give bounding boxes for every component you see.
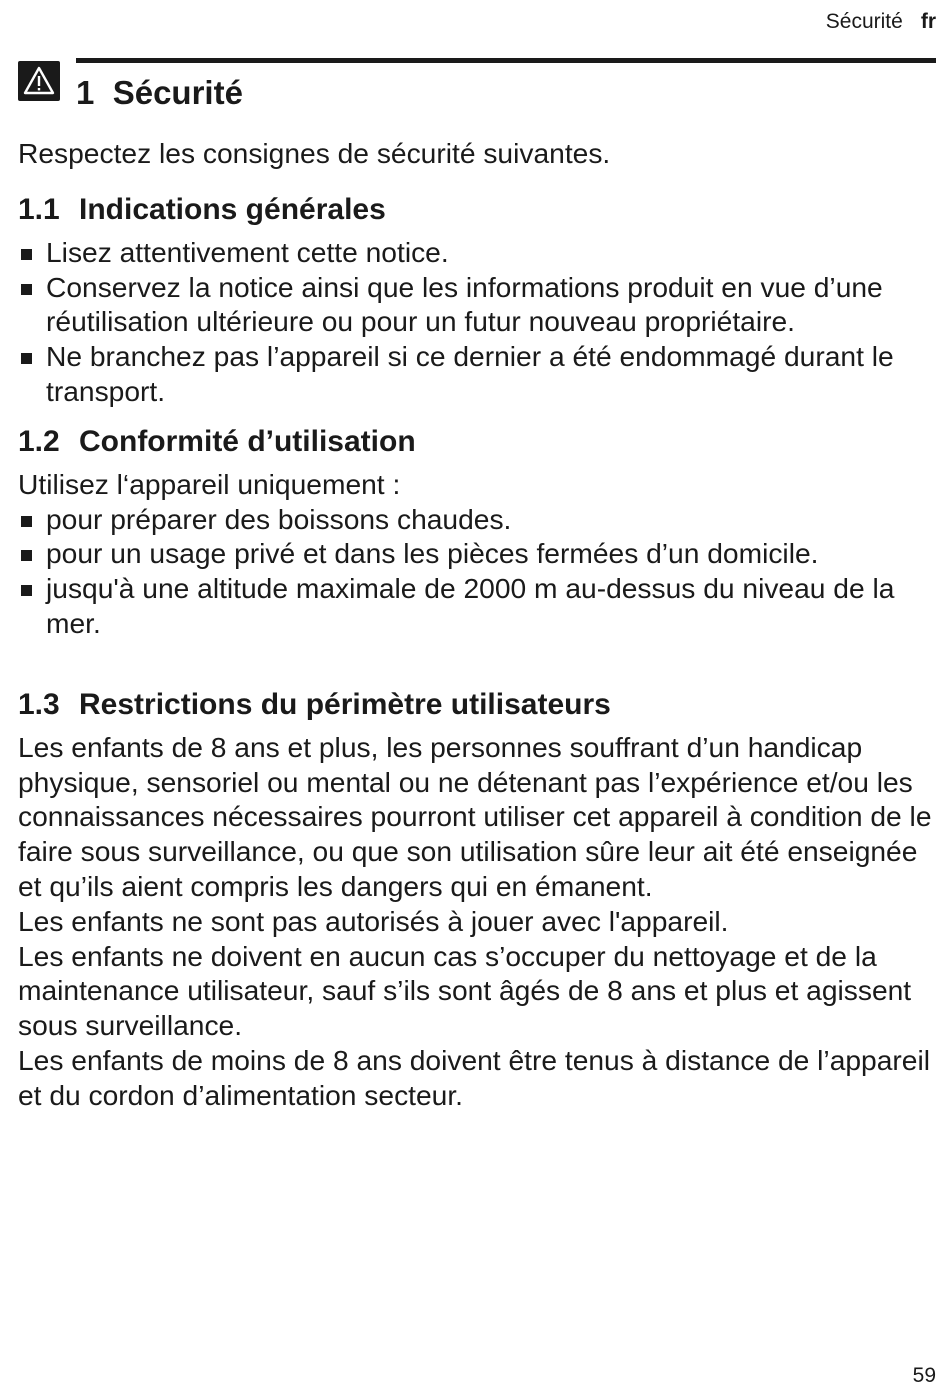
conformity-list — [18, 502, 936, 641]
list-item: pour un usage privé et dans les pièces fermées d’un domicile. — [18, 536, 936, 571]
general-indications-list — [18, 235, 936, 409]
section-heading-restrictions — [18, 686, 936, 724]
chapter-title — [76, 72, 243, 114]
restrictions-paragraph: Les enfants de moins de 8 ans doivent être tenus à distance de l’appareil et du cordon d’alimentation secteur. — [18, 1043, 930, 1111]
page-content — [18, 136, 936, 1113]
section-heading-general — [18, 191, 936, 229]
language-code: fr — [920, 10, 936, 33]
list-item: pour préparer des boissons chaudes. — [18, 502, 936, 537]
restrictions-paragraph: Les enfants ne doivent en aucun cas s’occuper du nettoyage et de la maintenance utilisateur, sauf s’ils sont âgés de 8 ans et plus et agissent sous surveillance. — [18, 939, 912, 1042]
section-title: Indications générales — [79, 192, 386, 226]
section-heading-conformity — [18, 423, 936, 461]
conformity-lead: Utilisez l‘appareil uniquement : — [18, 467, 401, 500]
section-title: Restrictions du périmètre utilisateurs — [79, 687, 611, 721]
chapter-intro: Respectez les consignes de sécurité suivantes. — [18, 137, 611, 169]
chapter-title-text: Sécurité — [112, 74, 243, 111]
restrictions-paragraph: Les enfants de 8 ans et plus, les personnes souffrant d’un handicap physique, sensoriel ou mental ou ne détenant pas l’expérience et/ou les connaissances nécessaires pourront utiliser cet appareil à condition de le faire sous surveillance, ou que son utilisation sûre leur ait été enseignée et qu’ils aient compris les dangers qui en émanent. — [18, 730, 932, 902]
warning-triangle-icon — [18, 61, 60, 101]
page-number: 59 — [912, 1364, 936, 1387]
running-header — [826, 10, 936, 34]
section-number: 1.3 — [18, 687, 60, 721]
list-item: Ne branchez pas l’appareil si ce dernier a été endommagé durant le transport. — [18, 339, 936, 409]
section-number: 1.2 — [18, 424, 60, 458]
restrictions-paragraph: Les enfants ne sont pas autorisés à jouer avec l'appareil. — [18, 904, 729, 937]
section-number: 1.1 — [18, 192, 60, 226]
list-item: Conservez la notice ainsi que les informations produit en vue d’une réutilisation ultérieure ou pour un futur nouveau propriétaire. — [18, 270, 936, 340]
list-item: jusqu'à une altitude maximale de 2000 m au-dessus du niveau de la mer. — [18, 571, 936, 641]
chapter-rule — [76, 58, 936, 63]
running-header-title: Sécurité — [825, 10, 903, 33]
list-item: Lisez attentivement cette notice. — [18, 235, 936, 270]
chapter-number: 1 — [76, 74, 95, 111]
section-title: Conformité d’utilisation — [79, 424, 416, 458]
